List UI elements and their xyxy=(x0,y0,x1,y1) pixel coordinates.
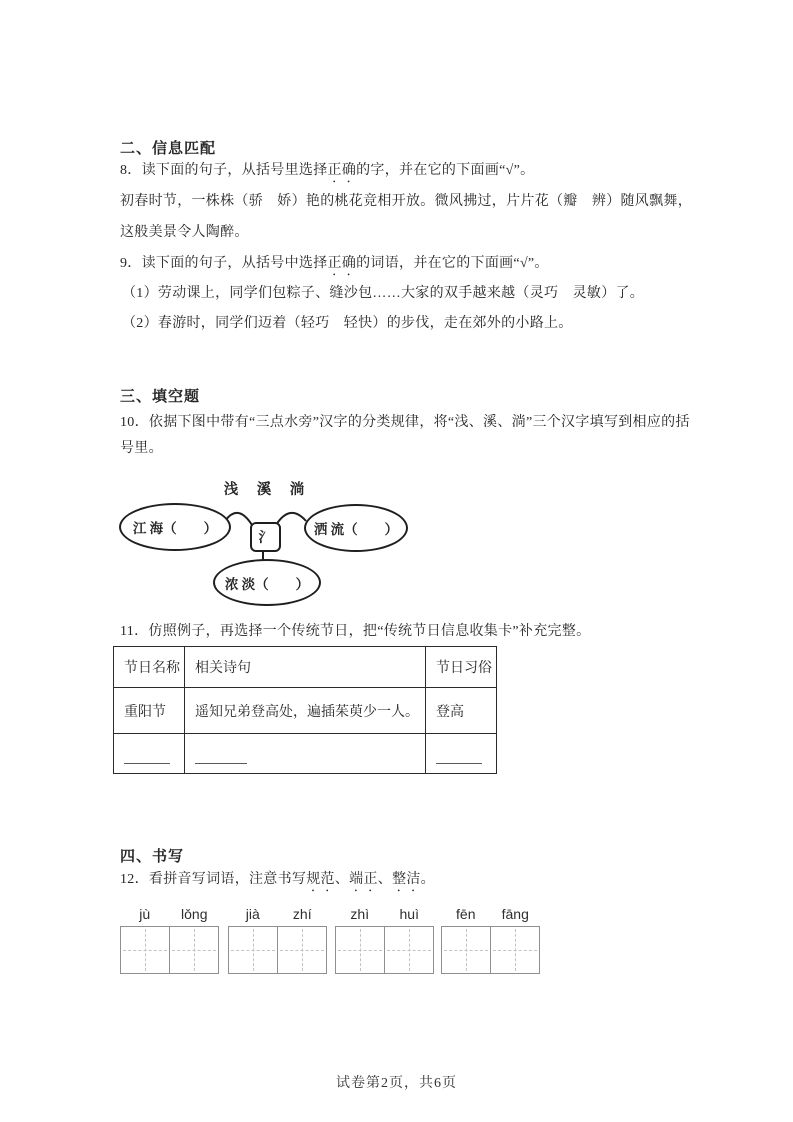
category-ellipse-right: 洒 流（ ） xyxy=(304,504,408,552)
question-9-item-1: （1）劳动课上，同学们包粽子、缝沙包……大家的双手越来越（灵巧 灵敏）了。 xyxy=(122,286,645,301)
pinyin-syllable: jù xyxy=(139,906,151,922)
question-12-number: 12． xyxy=(120,872,149,887)
pinyin-group-3 xyxy=(335,906,434,974)
question-9-number: 9． xyxy=(120,256,142,271)
question-9-item-2: （2）春游时，同学们迈着（轻巧 轻快）的步伐，走在郊外的小路上。 xyxy=(122,316,573,331)
cell-festival-custom: 登高 xyxy=(426,688,497,734)
col-header-festival-custom: 节日习俗 xyxy=(426,647,497,688)
question-8-sentence-line-2: 这般美景令人陶醉。 xyxy=(120,225,249,240)
question-8-text-suffix: 的字，并在它的下面画“√”。 xyxy=(356,163,535,178)
writing-cell xyxy=(121,927,169,973)
question-12-text-suffix: 。 xyxy=(420,872,435,887)
pinyin-labels xyxy=(228,906,327,926)
answer-blank xyxy=(124,749,170,764)
writing-grid xyxy=(335,926,434,974)
writing-cell xyxy=(490,927,539,973)
question-9-prompt xyxy=(120,255,549,279)
section-4-heading: 四、书写 xyxy=(120,849,185,865)
answer-blank xyxy=(436,749,482,764)
question-10-text: 依据下图中带有“三点水旁”汉字的分类规律，将“浅、溪、淌”三个汉字填写到相应的括 xyxy=(148,415,690,430)
question-8-text-prefix: 读下面的句子，从括号里选择 xyxy=(141,163,328,178)
water-radical-classification-diagram xyxy=(115,470,415,612)
question-8-emphasized-word: 正确 xyxy=(327,163,357,178)
question-10-prompt-line-2: 号里。 xyxy=(120,441,163,456)
question-11-text: 仿照例子，再选择一个传统节日，把“传统节日信息收集卡”补充完整。 xyxy=(148,624,591,639)
question-8-prompt xyxy=(120,162,534,186)
pinyin-syllable: huì xyxy=(399,906,419,922)
question-9-text-suffix: 的词语，并在它的下面画“√”。 xyxy=(356,256,549,271)
question-12-prompt xyxy=(120,871,435,895)
writing-cell xyxy=(169,927,218,973)
festival-info-table xyxy=(113,646,497,774)
pinyin-syllable: zhí xyxy=(292,906,312,922)
question-12-emphasized-word-2: 端正 xyxy=(349,872,378,887)
question-12-emphasized-word-3: 整洁 xyxy=(392,872,421,887)
question-12-text-prefix: 看拼音写词语，注意书写 xyxy=(148,872,307,887)
writing-cell xyxy=(442,927,490,973)
writing-cell xyxy=(336,927,384,973)
pinyin-group-4 xyxy=(441,906,540,974)
col-header-related-verse: 相关诗句 xyxy=(185,647,426,688)
pinyin-labels xyxy=(441,906,540,926)
question-10-prompt-line-1 xyxy=(120,414,690,431)
writing-cell xyxy=(229,927,277,973)
cell-blank-festival-name xyxy=(114,734,185,774)
table-header-row xyxy=(114,647,497,688)
pinyin-labels xyxy=(120,906,219,926)
pinyin-syllable: zhì xyxy=(350,906,370,922)
pinyin-syllable: lǒng xyxy=(181,906,208,922)
section-3-heading: 三、填空题 xyxy=(120,389,201,405)
pinyin-labels xyxy=(335,906,434,926)
section-2-heading: 二、信息匹配 xyxy=(120,141,217,157)
question-10-number: 10． xyxy=(120,415,149,430)
question-8-number: 8． xyxy=(120,163,142,178)
question-12-emphasized-word-1: 规范 xyxy=(306,872,335,887)
category-ellipse-left: 江 海（ ） xyxy=(119,503,231,551)
question-8-sentence-line-1: 初春时节，一株株（骄 娇）艳的桃花竞相开放。微风拂过，片片花（瓣 辨）随风飘舞， xyxy=(120,194,692,209)
pinyin-syllable: fāng xyxy=(501,906,529,922)
answer-blank xyxy=(195,749,247,764)
question-11-number: 11． xyxy=(120,624,149,639)
writing-grid xyxy=(120,926,219,974)
question-9-text-prefix: 读下面的句子，从括号中选择 xyxy=(141,256,328,271)
writing-grid xyxy=(228,926,327,974)
writing-cell xyxy=(384,927,433,973)
page-footer: 试卷第2页，共6页 xyxy=(336,1076,457,1091)
water-radical-box: 氵 xyxy=(250,522,281,552)
col-header-festival-name: 节日名称 xyxy=(114,647,185,688)
question-12-separator-2: 、 xyxy=(377,872,393,887)
pinyin-syllable: fēn xyxy=(456,906,476,922)
table-row xyxy=(114,688,497,734)
writing-cell xyxy=(277,927,326,973)
writing-grid xyxy=(441,926,540,974)
table-row xyxy=(114,734,497,774)
question-12-separator-1: 、 xyxy=(334,872,350,887)
pinyin-group-1 xyxy=(120,906,219,974)
question-11-prompt xyxy=(120,623,590,640)
category-ellipse-bottom: 浓 淡（ ） xyxy=(213,559,321,606)
pinyin-group-2 xyxy=(228,906,327,974)
cell-blank-festival-custom xyxy=(426,734,497,774)
question-9-emphasized-word: 正确 xyxy=(327,256,357,271)
diagram-characters-to-place: 浅 溪 淌 xyxy=(223,482,307,498)
cell-blank-related-verse xyxy=(185,734,426,774)
cell-related-verse: 遥知兄弟登高处，遍插茱萸少一人。 xyxy=(185,688,426,734)
pinyin-syllable: jià xyxy=(245,906,260,922)
cell-festival-name: 重阳节 xyxy=(114,688,185,734)
